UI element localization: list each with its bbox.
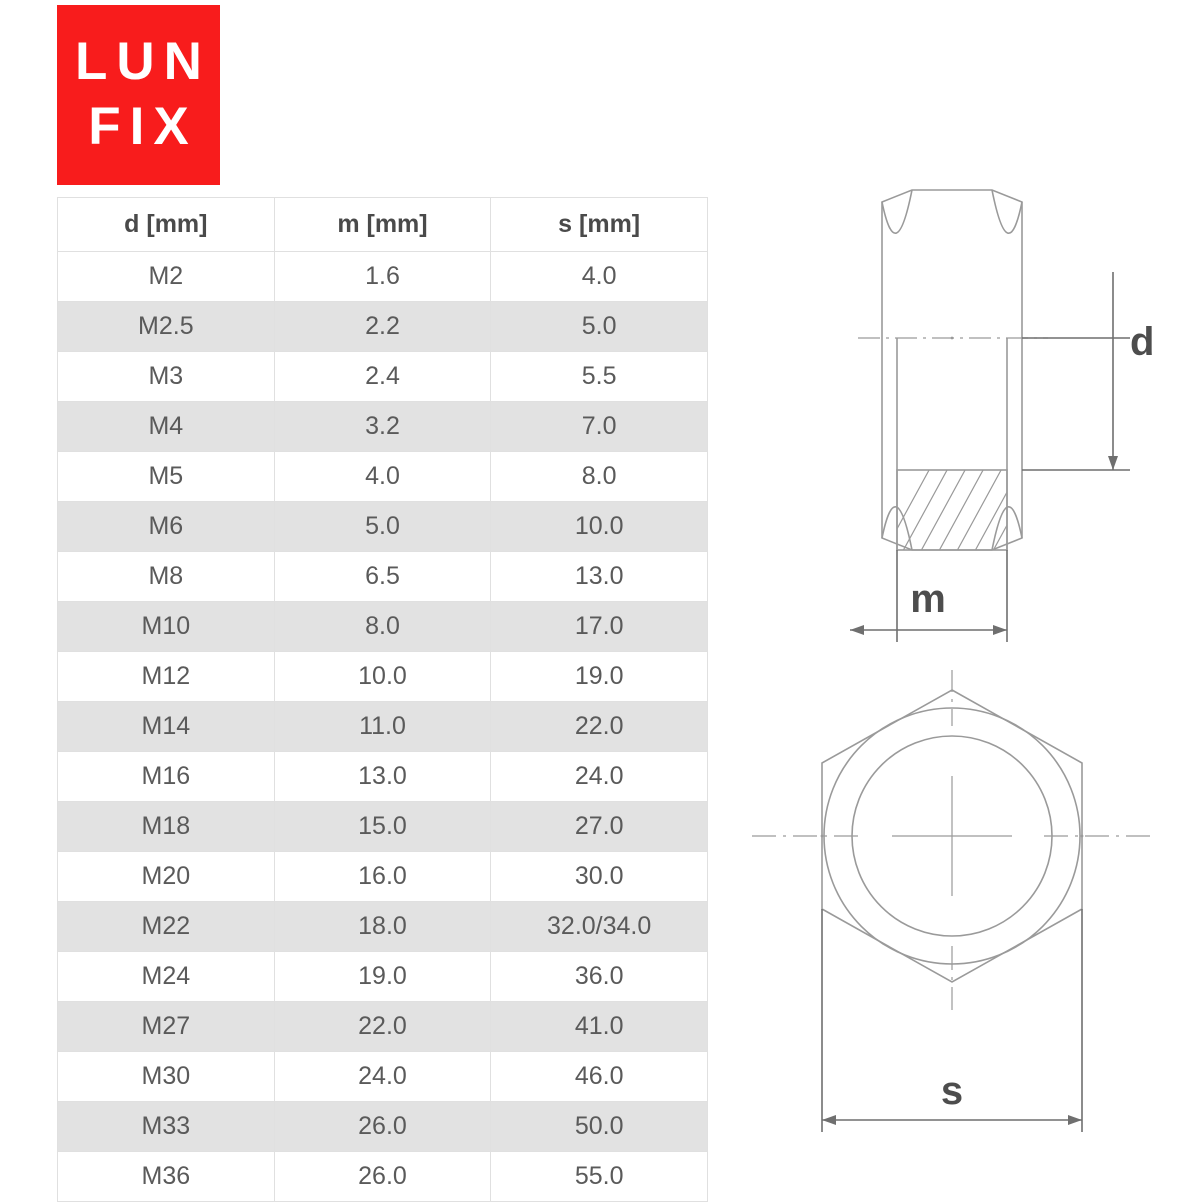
- dimensions-table: [57, 197, 708, 1202]
- table-body: [58, 252, 708, 1202]
- cell-d: M33: [58, 1102, 275, 1152]
- section-box: [897, 470, 1007, 550]
- table-row: [58, 302, 708, 352]
- table-row: [58, 1052, 708, 1102]
- cell-m: 8.0: [274, 602, 491, 652]
- cell-m: 24.0: [274, 1052, 491, 1102]
- table-head: [58, 198, 708, 252]
- cell-s: 41.0: [491, 1002, 708, 1052]
- cell-m: 19.0: [274, 952, 491, 1002]
- cell-m: 22.0: [274, 1002, 491, 1052]
- cell-s: 32.0/34.0: [491, 902, 708, 952]
- table-row: [58, 752, 708, 802]
- cell-s: 30.0: [491, 852, 708, 902]
- table-row: [58, 1002, 708, 1052]
- cell-d: M16: [58, 752, 275, 802]
- table-row: [58, 852, 708, 902]
- hex-nut-side-view: [730, 150, 1190, 670]
- logo-line-2: FIX: [88, 97, 198, 156]
- cell-m: 15.0: [274, 802, 491, 852]
- cell-d: M2.5: [58, 302, 275, 352]
- table-row: [58, 352, 708, 402]
- cell-d: M8: [58, 552, 275, 602]
- brand-logo: [57, 5, 220, 185]
- cell-s: 7.0: [491, 402, 708, 452]
- cell-d: M2: [58, 252, 275, 302]
- cell-s: 13.0: [491, 552, 708, 602]
- cell-d: M14: [58, 702, 275, 752]
- dimension-d-label: d: [1130, 320, 1155, 364]
- technical-drawings: [730, 150, 1190, 1190]
- table-header-row: [58, 198, 708, 252]
- cell-m: 3.2: [274, 402, 491, 452]
- table-row: [58, 402, 708, 452]
- cell-d: M18: [58, 802, 275, 852]
- cell-s: 27.0: [491, 802, 708, 852]
- cell-m: 11.0: [274, 702, 491, 752]
- center-dot-right: [1081, 835, 1084, 838]
- center-dot-left: [821, 835, 824, 838]
- table-row: [58, 702, 708, 752]
- table-row: [58, 902, 708, 952]
- cell-s: 22.0: [491, 702, 708, 752]
- cell-m: 16.0: [274, 852, 491, 902]
- cell-m: 1.6: [274, 252, 491, 302]
- table-row: [58, 1152, 708, 1202]
- cell-s: 46.0: [491, 1052, 708, 1102]
- cell-s: 55.0: [491, 1152, 708, 1202]
- cell-m: 2.2: [274, 302, 491, 352]
- dimensions-table-wrapper: [57, 197, 708, 1202]
- cell-s: 50.0: [491, 1102, 708, 1152]
- cell-m: 13.0: [274, 752, 491, 802]
- table-row: [58, 652, 708, 702]
- cell-d: M5: [58, 452, 275, 502]
- nut-side-outline: [882, 190, 1022, 550]
- cell-s: 4.0: [491, 252, 708, 302]
- dimension-d-lines: [1022, 272, 1130, 470]
- hex-nut-top-view: [730, 670, 1190, 1170]
- cell-s: 19.0: [491, 652, 708, 702]
- cell-s: 17.0: [491, 602, 708, 652]
- dimension-m-label: m: [910, 577, 946, 621]
- cell-s: 36.0: [491, 952, 708, 1002]
- column-header-s: s [mm]: [491, 198, 708, 252]
- cell-m: 10.0: [274, 652, 491, 702]
- cell-m: 26.0: [274, 1102, 491, 1152]
- cell-m: 5.0: [274, 502, 491, 552]
- cell-s: 5.5: [491, 352, 708, 402]
- cell-d: M4: [58, 402, 275, 452]
- table-row: [58, 252, 708, 302]
- cell-d: M3: [58, 352, 275, 402]
- center-cross: [752, 670, 1152, 1010]
- cell-d: M6: [58, 502, 275, 552]
- cell-s: 5.0: [491, 302, 708, 352]
- cell-s: 8.0: [491, 452, 708, 502]
- cell-m: 2.4: [274, 352, 491, 402]
- column-header-d: d [mm]: [58, 198, 275, 252]
- table-row: [58, 452, 708, 502]
- column-header-m: m [mm]: [274, 198, 491, 252]
- cell-d: M12: [58, 652, 275, 702]
- cell-d: M36: [58, 1152, 275, 1202]
- table-row: [58, 602, 708, 652]
- cell-m: 6.5: [274, 552, 491, 602]
- cell-d: M24: [58, 952, 275, 1002]
- cell-m: 18.0: [274, 902, 491, 952]
- table-row: [58, 552, 708, 602]
- center-dot: [951, 337, 954, 340]
- cell-d: M22: [58, 902, 275, 952]
- table-row: [58, 802, 708, 852]
- dimension-s-label: s: [940, 1069, 964, 1113]
- cell-d: M10: [58, 602, 275, 652]
- cell-d: M30: [58, 1052, 275, 1102]
- cell-d: M20: [58, 852, 275, 902]
- logo-line-1: LUN: [75, 32, 211, 92]
- cell-d: M27: [58, 1002, 275, 1052]
- cell-m: 4.0: [274, 452, 491, 502]
- table-row: [58, 1102, 708, 1152]
- cell-s: 24.0: [491, 752, 708, 802]
- table-row: [58, 502, 708, 552]
- cell-m: 26.0: [274, 1152, 491, 1202]
- table-row: [58, 952, 708, 1002]
- cell-s: 10.0: [491, 502, 708, 552]
